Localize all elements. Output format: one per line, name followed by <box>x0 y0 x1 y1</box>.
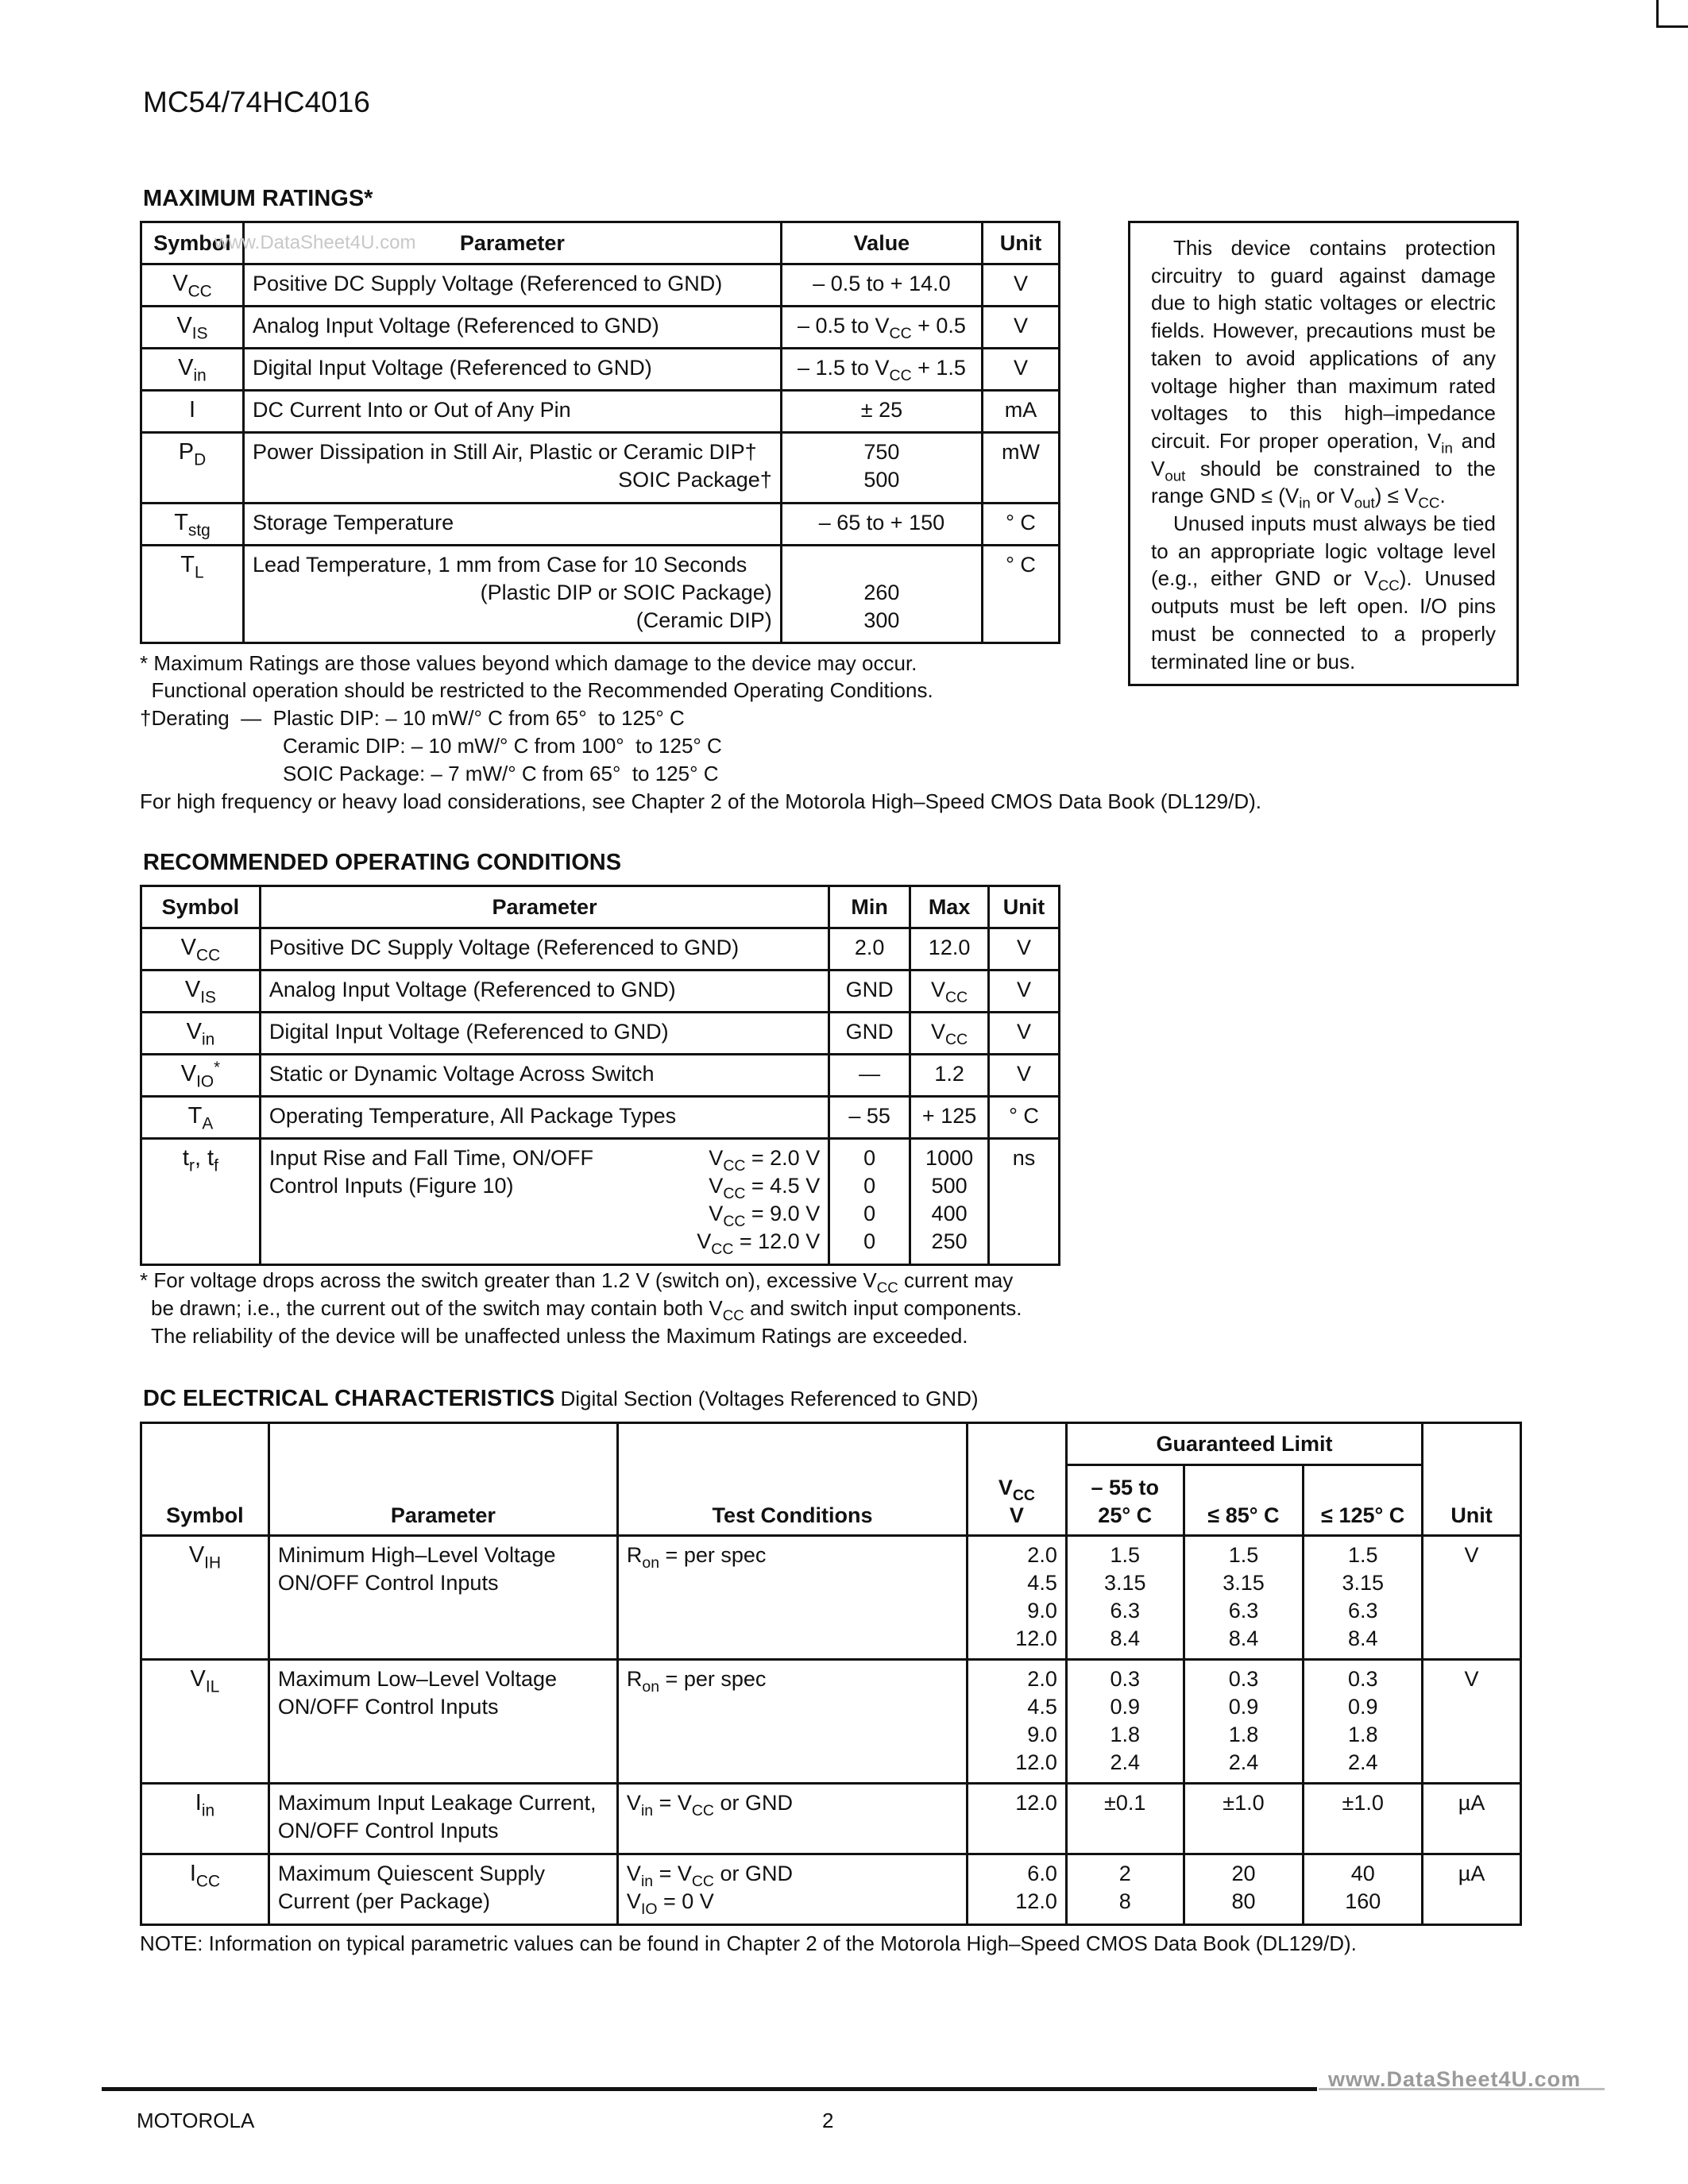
limit-25: ±0.1 <box>1066 1784 1184 1854</box>
unit: ° C <box>983 546 1060 643</box>
limit-85: ±1.0 <box>1184 1784 1304 1854</box>
max: $V_{CC}$ <box>910 970 989 1013</box>
min: 0 0 0 0 <box>829 1139 910 1265</box>
test-conditions: $V_{in} = V_{CC}$ or GND <box>617 1784 967 1854</box>
protection-paragraph-1: This device contains protection circuitry to guard against damage due to high static voltages or electric fields. However, precautions must be taken to avoid applications of any voltage higher than maximum rated voltages to this high–impedance circuit. For proper operation, $V_{in}$ and $V_{out}$ should be constrained to the range GND ≤ ($V_{in}$ or $V_{out}) \le V_{CC}$. <box>1151 236 1496 511</box>
value: 260 300 <box>781 546 982 643</box>
col-max: Max <box>910 886 989 928</box>
parameter: Storage Temperature <box>243 504 781 546</box>
symbol: $V_{IL}$ <box>141 1660 269 1784</box>
symbol: $V_{in}$ <box>141 1013 261 1055</box>
symbol: $V_{IS}$ <box>141 307 244 349</box>
value: ± 25 <box>781 391 982 433</box>
unit: V <box>989 928 1060 970</box>
symbol: $V_{in}$ <box>141 349 244 391</box>
col-temp-125: ≤ 125° C <box>1304 1465 1423 1536</box>
page-number: 2 <box>822 2109 834 2132</box>
col-symbol: Symbol <box>141 886 261 928</box>
col-temp-85: ≤ 85° C <box>1184 1465 1304 1536</box>
rec-op-table <box>140 885 1060 1266</box>
min: GND <box>829 970 910 1013</box>
unit: µA <box>1423 1784 1521 1854</box>
symbol: $T_A$ <box>141 1097 261 1139</box>
unit: V <box>989 970 1060 1013</box>
value: – 0.5 to + 14.0 <box>781 264 982 307</box>
unit: V <box>1423 1660 1521 1784</box>
rec-op-heading: RECOMMENDED OPERATING CONDITIONS <box>143 850 622 875</box>
col-unit: Unit <box>1423 1423 1521 1536</box>
col-min: Min <box>829 886 910 928</box>
protection-note-box <box>1128 221 1519 686</box>
unit: ° C <box>983 504 1060 546</box>
col-parameter: Parameter <box>260 886 829 928</box>
limit-25: 0.3 0.9 1.8 2.4 <box>1066 1660 1184 1784</box>
min: 2.0 <box>829 928 910 970</box>
col-parameter: Parameter <box>268 1423 617 1536</box>
max-ratings-footnote-1: * Maximum Ratings are those values beyond which damage to the device may occur. <box>140 651 917 675</box>
symbol: $T_{stg}$ <box>141 504 244 546</box>
value: – 1.5 to $V_{CC} + 1.5$ <box>781 349 982 391</box>
col-temp-25: – 55 to 25° C <box>1066 1465 1184 1536</box>
parameter: Lead Temperature, 1 mm from Case for 10 Seconds (Plastic DIP or SOIC Package) (Ceramic DIP) <box>243 546 781 643</box>
derating-line-2: Ceramic DIP: – 10 mW/° C from 100° to 125° C <box>283 734 722 758</box>
corner-mark <box>1656 0 1688 28</box>
value: – 65 to + 150 <box>781 504 982 546</box>
min: GND <box>829 1013 910 1055</box>
test-conditions: $R_{on}$ = per spec <box>617 1660 967 1784</box>
rec-op-note-3: The reliability of the device will be unaffected unless the Maximum Ratings are exceeded. <box>151 1324 968 1348</box>
symbol: $V_{CC}$ <box>141 264 244 307</box>
col-value: Value <box>781 222 982 264</box>
symbol: $V_{IH}$ <box>141 1536 269 1660</box>
parameter: Analog Input Voltage (Referenced to GND) <box>243 307 781 349</box>
max: 12.0 <box>910 928 989 970</box>
max: 1000 500 400 250 <box>910 1139 989 1265</box>
symbol: $V_{IO}^*$ <box>141 1055 261 1097</box>
watermark-text: www.DataSheet4U.com <box>214 232 416 253</box>
max-ratings-heading: MAXIMUM RATINGS* <box>143 186 373 211</box>
limit-125: 1.5 3.15 6.3 8.4 <box>1304 1536 1423 1660</box>
symbol: $T_L$ <box>141 546 244 643</box>
parameter: Maximum Quiescent Supply Current (per Package) <box>268 1854 617 1925</box>
col-unit: Unit <box>983 222 1060 264</box>
parameter: DC Current Into or Out of Any Pin <box>243 391 781 433</box>
unit: V <box>1423 1536 1521 1660</box>
symbol: $t_r$, $t_f$ <box>141 1139 261 1265</box>
parameter: Analog Input Voltage (Referenced to GND) <box>260 970 829 1013</box>
footer-company: MOTOROLA <box>137 2109 255 2132</box>
limit-25: 2 8 <box>1066 1854 1184 1925</box>
parameter: Minimum High–Level Voltage ON/OFF Control Inputs <box>268 1536 617 1660</box>
max: + 125 <box>910 1097 989 1139</box>
parameter: Operating Temperature, All Package Types <box>260 1097 829 1139</box>
footer-watermark: www.DataSheet4U.com <box>1328 2067 1582 2091</box>
symbol: $I_{CC}$ <box>141 1854 269 1925</box>
col-guaranteed-limit: Guaranteed Limit <box>1066 1423 1422 1465</box>
dc-table <box>140 1422 1522 1926</box>
unit: ° C <box>989 1097 1060 1139</box>
test-conditions: $V_{in} = V_{CC}$ or GND $V_{IO} = 0$ V <box>617 1854 967 1925</box>
vcc-values: 2.0 4.5 9.0 12.0 <box>968 1660 1067 1784</box>
symbol: $P_D$ <box>141 433 244 504</box>
parameter: Static or Dynamic Voltage Across Switch <box>260 1055 829 1097</box>
max-ratings-footnote-3: For high frequency or heavy load considerations, see Chapter 2 of the Motorola High–Speed CMOS Data Book (DL129/D). <box>140 789 1261 813</box>
limit-85: 1.5 3.15 6.3 8.4 <box>1184 1536 1304 1660</box>
vcc-values: 2.0 4.5 9.0 12.0 <box>968 1536 1067 1660</box>
page-title: MC54/74HC4016 <box>143 86 370 118</box>
symbol: I <box>141 391 244 433</box>
derating-line-1: †Derating — Plastic DIP: – 10 mW/° C from 65° to 125° C <box>140 706 685 730</box>
unit: µA <box>1423 1854 1521 1925</box>
unit: mW <box>983 433 1060 504</box>
max: $V_{CC}$ <box>910 1013 989 1055</box>
max-ratings-table <box>140 221 1060 644</box>
unit: mA <box>983 391 1060 433</box>
limit-85: 20 80 <box>1184 1854 1304 1925</box>
col-symbol: Symbol <box>141 222 244 264</box>
dc-heading: DC ELECTRICAL CHARACTERISTICS Digital Section (Voltages Referenced to GND) <box>143 1386 979 1411</box>
max: 1.2 <box>910 1055 989 1097</box>
col-parameter: Parameter <box>243 222 781 264</box>
derating-line-3: SOIC Package: – 7 mW/° C from 65° to 125° C <box>283 762 719 785</box>
parameter: Positive DC Supply Voltage (Referenced to GND) <box>260 928 829 970</box>
min: – 55 <box>829 1097 910 1139</box>
max-ratings-footnote-2: Functional operation should be restricted to the Recommended Operating Conditions. <box>140 678 933 702</box>
limit-85: 0.3 0.9 1.8 2.4 <box>1184 1660 1304 1784</box>
limit-125: ±1.0 <box>1304 1784 1423 1854</box>
col-unit: Unit <box>989 886 1060 928</box>
vcc-values: 12.0 <box>968 1784 1067 1854</box>
unit: V <box>983 264 1060 307</box>
parameter: Power Dissipation in Still Air, Plastic or Ceramic DIP† SOIC Package† <box>243 433 781 504</box>
protection-paragraph-2: Unused inputs must always be tied to an appropriate logic voltage level (e.g., either GND or $V_{CC}$). Unused outputs must be left open. I/O pins must be connected to a properly terminated line or bus. <box>1151 511 1496 673</box>
symbol: $V_{IS}$ <box>141 970 261 1013</box>
unit: V <box>989 1055 1060 1097</box>
dc-note: NOTE: Information on typical parametric values can be found in Chapter 2 of the Motorola High–Speed CMOS Data Book (DL129/D). <box>140 1931 1357 1955</box>
unit: V <box>983 349 1060 391</box>
col-test-conditions: Test Conditions <box>617 1423 967 1536</box>
unit: V <box>989 1013 1060 1055</box>
parameter: Maximum Low–Level Voltage ON/OFF Control Inputs <box>268 1660 617 1784</box>
unit: V <box>983 307 1060 349</box>
vcc-values: 6.0 12.0 <box>968 1854 1067 1925</box>
limit-125: 40 160 <box>1304 1854 1423 1925</box>
rec-op-note-2: be drawn; i.e., the current out of the switch may contain both $V_{CC}$ and switch input components. <box>151 1296 1022 1324</box>
min: — <box>829 1055 910 1097</box>
unit: ns <box>989 1139 1060 1265</box>
col-symbol: Symbol <box>141 1423 269 1536</box>
col-vcc: $V_{CC}$ V <box>968 1423 1067 1536</box>
parameter: Digital Input Voltage (Referenced to GND) <box>260 1013 829 1055</box>
value: – 0.5 to $V_{CC} + 0.5$ <box>781 307 982 349</box>
rec-op-note-1: * For voltage drops across the switch greater than 1.2 V (switch on), excessive $V_{CC}$ current may <box>140 1268 1014 1296</box>
parameter: Input Rise and Fall Time, ON/OFF $V_{CC} = 2.0$ V Control Inputs (Figure 10) $V_{CC} = 4.5$ V $V_{CC} = 9.0$ V $V_{CC} = 12.0$ V <box>260 1139 829 1265</box>
limit-25: 1.5 3.15 6.3 8.4 <box>1066 1536 1184 1660</box>
footer-rule <box>102 2087 1317 2091</box>
test-conditions: $R_{on}$ = per spec <box>617 1536 967 1660</box>
parameter: Digital Input Voltage (Referenced to GND) <box>243 349 781 391</box>
symbol: $I_{in}$ <box>141 1784 269 1854</box>
parameter: Maximum Input Leakage Current, ON/OFF Control Inputs <box>268 1784 617 1854</box>
symbol: $V_{CC}$ <box>141 928 261 970</box>
parameter: Positive DC Supply Voltage (Referenced to GND) <box>243 264 781 307</box>
limit-125: 0.3 0.9 1.8 2.4 <box>1304 1660 1423 1784</box>
value: 750 500 <box>781 433 982 504</box>
